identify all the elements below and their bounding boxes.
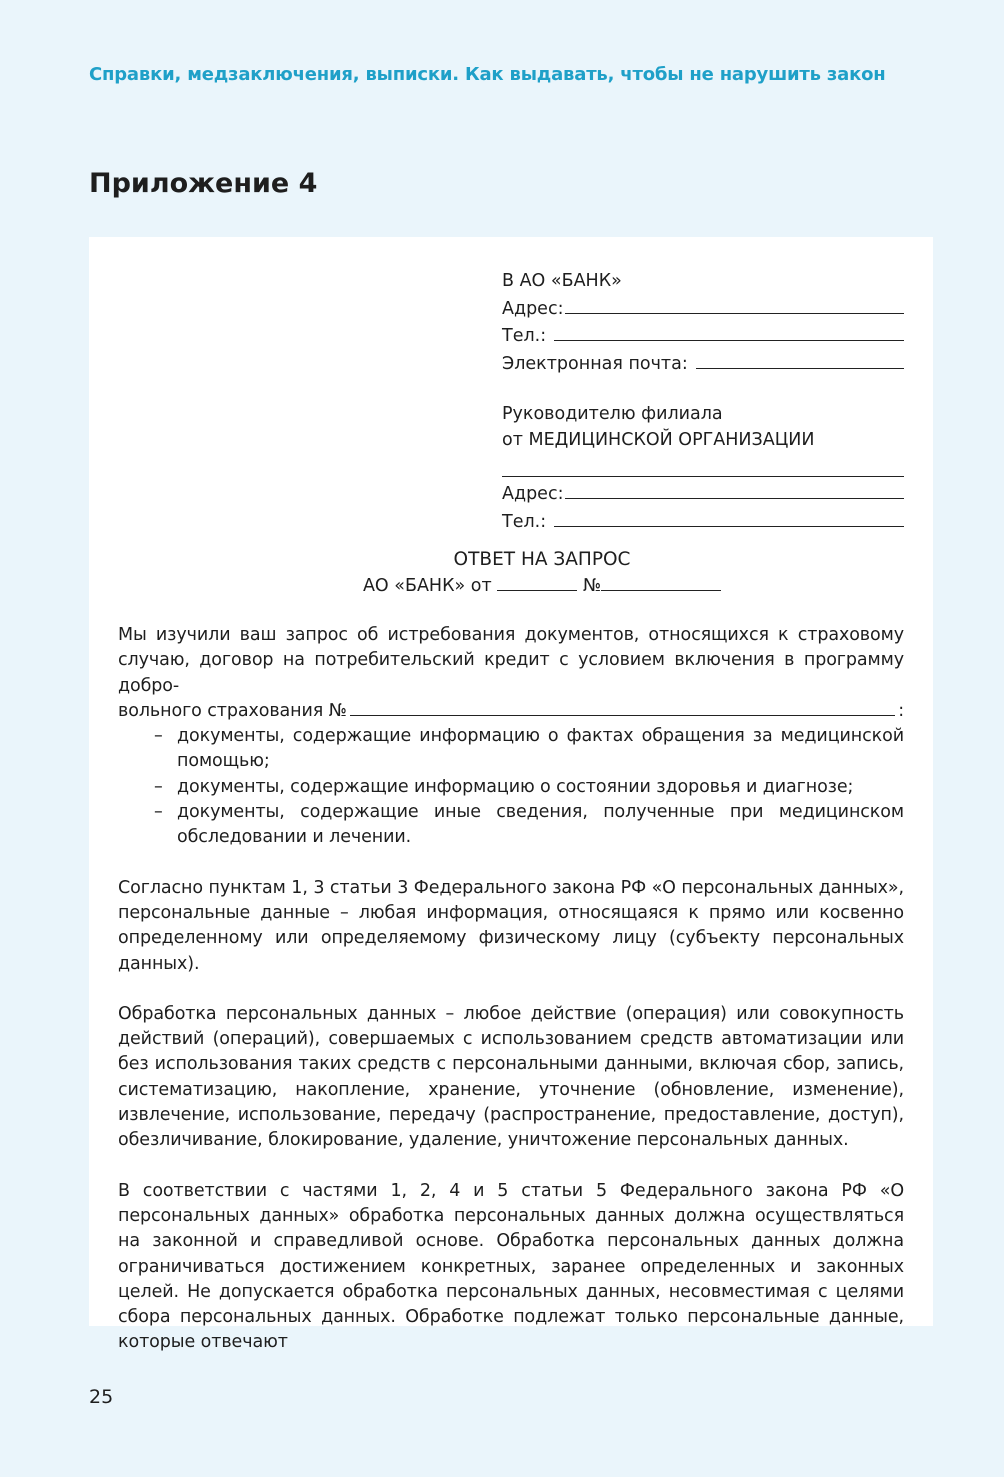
recipient-email-label: Электронная почта:	[502, 353, 688, 374]
sender-address-field[interactable]	[565, 480, 904, 499]
sender-phone-label: Тел.:	[502, 511, 547, 532]
sender-from-line: от МЕДИЦИНСКОЙ ОРГАНИЗАЦИИ	[502, 429, 815, 450]
reply-subtitle	[89, 573, 933, 599]
sender-phone-field[interactable]	[554, 508, 904, 527]
list-item: – документы, содержащие информацию о состоянии здоровья и диагнозе;	[118, 775, 904, 800]
paragraph-personal-data: Согласно пунктам 1, 3 статьи 3 Федерального закона РФ «О персональных данных», персональные данные – любая информация, относящаяся к прямо или косвенно определенному или определяемому физическому лицу (субъекту персональных данных).	[118, 877, 904, 974]
recipient-block	[502, 269, 904, 535]
policy-line	[118, 699, 904, 724]
reply-title: ОТВЕТ НА ЗАПРОС	[453, 549, 631, 570]
appendix-title: Приложение 4	[89, 168, 318, 199]
reply-number-sign: №	[582, 576, 602, 596]
letter-body	[118, 623, 904, 1381]
policy-number-field[interactable]	[350, 701, 895, 716]
list-item: – документы, содержащие иные сведения, полученные при медицинском обследовании и лечении.	[118, 800, 904, 851]
recipient-to: В АО «БАНК»	[502, 271, 622, 291]
paragraph-lawful-basis: В соответствии с частями 1, 2, 4 и 5 статьи 5 Федерального закона РФ «О персональных данных» обработка персональных данных должна осуществляться на законной и справедливой основе. Обработка персональных данных должна ограничиваться достижением конкретных, заранее определенных и законных целей. Не допускается обработка персональных данных, несовместимая с целями сбора персональных данных. Обработке подлежат только персональные данные, которые отвечают	[118, 1180, 904, 1353]
policy-suffix: :	[898, 700, 904, 721]
recipient-address-label: Адрес:	[502, 298, 564, 319]
running-header: Справки, медзаключения, выписки. Как выдавать, чтобы не нарушить закон	[89, 64, 886, 85]
reply-date-field[interactable]	[497, 576, 577, 591]
recipient-address-row	[502, 295, 904, 323]
recipient-email-row	[502, 350, 904, 378]
sender-address-label: Адрес:	[502, 484, 564, 504]
list-item: – документы, содержащие информацию о фактах обращения за медицинской помощью;	[118, 724, 904, 775]
recipient-head-line: Руководителю филиала	[502, 404, 723, 424]
recipient-email-field[interactable]	[696, 350, 904, 369]
documents-list	[118, 724, 904, 850]
recipient-phone-field[interactable]	[554, 322, 904, 341]
document-form	[89, 237, 933, 1353]
recipient-address-field[interactable]	[565, 295, 904, 314]
sender-phone-row	[502, 508, 904, 536]
recipient-phone-label: Тел.:	[502, 326, 547, 346]
recipient-phone-row	[502, 322, 904, 350]
sender-name-field[interactable]	[502, 453, 904, 477]
reply-number-field[interactable]	[601, 576, 721, 591]
page-number: 25	[89, 1386, 114, 1408]
reply-sub-prefix: АО «БАНК» от	[362, 576, 492, 596]
sender-address-row	[502, 480, 904, 508]
policy-prefix: вольного страхования №	[118, 700, 347, 721]
paragraph-processing: Обработка персональных данных – любое действие (операция) или совокупность действий (операций), совершаемых с использованием средств автоматизации или без использования таких средств с персональными данными, включая сбор, запись, систематизацию, накопление, хранение, уточнение (обновление, изменение), извлечение, использование, передачу (распространение, предоставление, доступ), обезличивание, блокирование, удаление, уничтожение персональных данных.	[118, 1003, 904, 1151]
intro-paragraph: Мы изучили ваш запрос об истребования документов, относящихся к страховому случаю, договор на потребительский кредит с условием включения в программу добро-	[118, 625, 904, 696]
